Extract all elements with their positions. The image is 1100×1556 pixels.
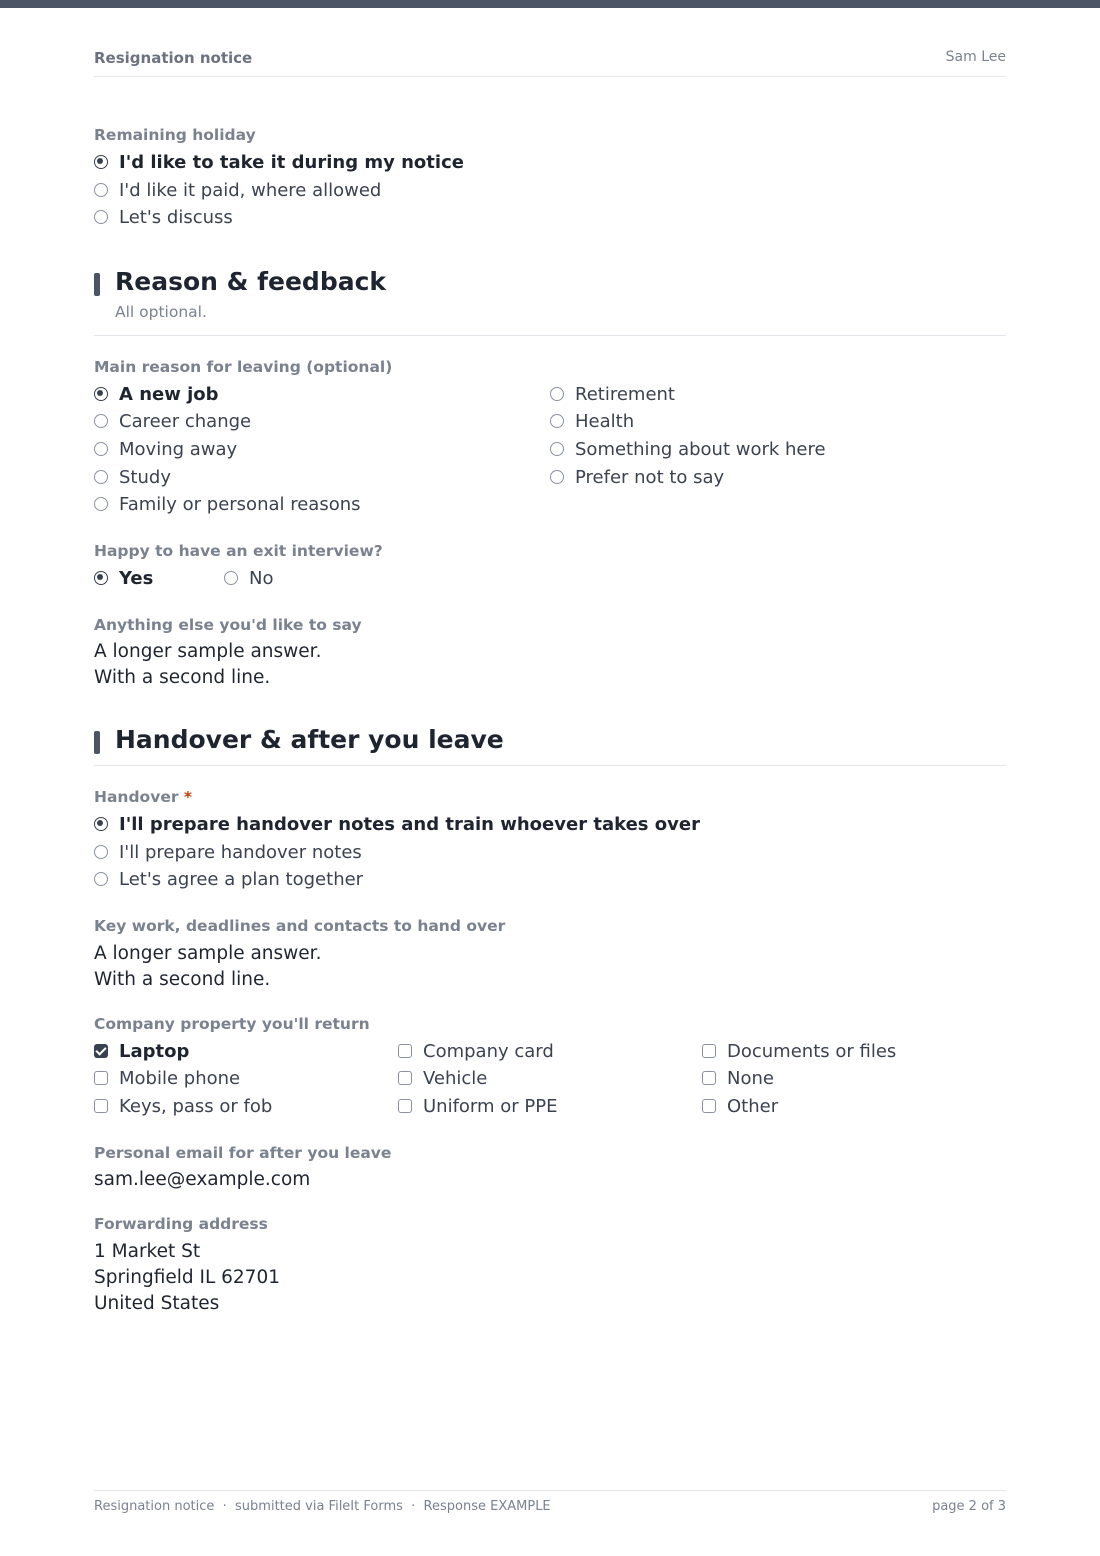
address-line: Springfield IL 62701 bbox=[94, 1267, 280, 1288]
option-label: Study bbox=[119, 466, 171, 488]
radio-selected-icon bbox=[94, 387, 108, 401]
property-option-uniform[interactable] bbox=[398, 1093, 558, 1119]
radio-icon bbox=[224, 571, 238, 585]
handover-option-agree-plan[interactable] bbox=[94, 866, 363, 892]
holiday-option-paid[interactable] bbox=[94, 177, 381, 203]
radio-icon bbox=[550, 387, 564, 401]
option-label: I'll prepare handover notes bbox=[119, 841, 362, 863]
forwarding-address-field bbox=[94, 1214, 1006, 1317]
radio-icon bbox=[94, 845, 108, 859]
checkbox-icon bbox=[94, 1071, 108, 1085]
option-label: Let's discuss bbox=[119, 206, 233, 228]
property-option-vehicle[interactable] bbox=[398, 1065, 487, 1091]
section-title: Handover & after you leave bbox=[115, 725, 504, 754]
section-accent-bar bbox=[94, 731, 100, 754]
footer-submission-info: Resignation notice · submitted via FileIt Forms · Response EXAMPLE bbox=[94, 1499, 551, 1514]
answer-line: With a second line. bbox=[94, 969, 271, 990]
form-title: Resignation notice bbox=[94, 49, 253, 67]
top-accent-bar bbox=[0, 0, 1100, 8]
required-marker: * bbox=[183, 788, 192, 806]
option-label: Let's agree a plan together bbox=[119, 868, 364, 890]
checkbox-icon bbox=[398, 1071, 412, 1085]
option-label: Career change bbox=[119, 410, 252, 432]
answer-line: With a second line. bbox=[94, 667, 271, 688]
handover-label-text: Handover bbox=[94, 788, 179, 806]
page-footer bbox=[94, 1490, 1006, 1514]
option-label: A new job bbox=[119, 383, 219, 405]
option-label: Mobile phone bbox=[119, 1067, 241, 1089]
option-label: Uniform or PPE bbox=[423, 1095, 558, 1117]
key-work-field bbox=[94, 916, 1006, 993]
radio-selected-icon bbox=[94, 571, 108, 585]
reason-option-career-change[interactable] bbox=[94, 408, 251, 434]
option-label: Laptop bbox=[119, 1040, 190, 1062]
address-line: 1 Market St bbox=[94, 1241, 201, 1262]
exit-interview-label: Happy to have an exit interview? bbox=[94, 542, 383, 560]
option-label: Prefer not to say bbox=[575, 466, 725, 488]
reason-option-family[interactable] bbox=[94, 491, 361, 517]
handover-option-notes[interactable] bbox=[94, 839, 362, 865]
main-reason-field bbox=[94, 357, 1006, 515]
option-label: Something about work here bbox=[575, 438, 826, 460]
radio-icon bbox=[94, 183, 108, 197]
checkbox-icon bbox=[702, 1099, 716, 1113]
forwarding-address-label: Forwarding address bbox=[94, 1215, 268, 1233]
radio-icon bbox=[94, 872, 108, 886]
checkbox-icon bbox=[702, 1044, 716, 1058]
personal-email-label: Personal email for after you leave bbox=[94, 1144, 392, 1162]
property-option-mobile-phone[interactable] bbox=[94, 1065, 240, 1091]
checkbox-icon bbox=[398, 1044, 412, 1058]
radio-selected-icon bbox=[94, 155, 108, 169]
section-accent-bar bbox=[94, 273, 100, 296]
section-divider bbox=[94, 335, 1006, 336]
personal-email-field bbox=[94, 1143, 1006, 1193]
reason-option-health[interactable] bbox=[550, 408, 634, 434]
section-divider bbox=[94, 765, 1006, 766]
company-property-label: Company property you'll return bbox=[94, 1015, 370, 1033]
radio-icon bbox=[550, 414, 564, 428]
checkbox-icon bbox=[94, 1099, 108, 1113]
reason-option-work-here[interactable] bbox=[550, 436, 826, 462]
section-subtitle: All optional. bbox=[115, 303, 207, 321]
radio-icon bbox=[94, 210, 108, 224]
exit-interview-field bbox=[94, 541, 1006, 589]
page-number: page 2 of 3 bbox=[932, 1499, 1006, 1514]
company-property-field bbox=[94, 1014, 1006, 1117]
section-title: Reason & feedback bbox=[115, 267, 387, 296]
exit-interview-option-no[interactable] bbox=[224, 565, 273, 591]
main-reason-label: Main reason for leaving (optional) bbox=[94, 358, 393, 376]
property-option-keys[interactable] bbox=[94, 1093, 272, 1119]
option-label: I'd like it paid, where allowed bbox=[119, 179, 382, 201]
property-option-company-card[interactable] bbox=[398, 1038, 554, 1064]
handover-field bbox=[94, 787, 1006, 890]
option-label: Retirement bbox=[575, 383, 675, 405]
page-header bbox=[94, 48, 1006, 77]
option-label: Keys, pass or fob bbox=[119, 1095, 273, 1117]
checkbox-icon bbox=[702, 1071, 716, 1085]
holiday-option-discuss[interactable] bbox=[94, 204, 233, 230]
checkbox-checked-icon bbox=[94, 1044, 108, 1058]
radio-icon bbox=[94, 414, 108, 428]
radio-icon bbox=[94, 497, 108, 511]
checkbox-icon bbox=[398, 1099, 412, 1113]
option-label: I'd like to take it during my notice bbox=[119, 151, 464, 173]
property-option-other[interactable] bbox=[702, 1093, 778, 1119]
property-option-laptop[interactable] bbox=[94, 1038, 189, 1064]
reason-option-retirement[interactable] bbox=[550, 381, 675, 407]
key-work-label: Key work, deadlines and contacts to hand over bbox=[94, 917, 506, 935]
answer-line: A longer sample answer. bbox=[94, 943, 322, 964]
respondent-name: Sam Lee bbox=[945, 49, 1006, 65]
answer-line: A longer sample answer. bbox=[94, 641, 322, 662]
exit-interview-option-yes[interactable] bbox=[94, 565, 153, 591]
holiday-label: Remaining holiday bbox=[94, 126, 256, 144]
holiday-option-take-during-notice[interactable] bbox=[94, 149, 464, 175]
anything-else-answer bbox=[94, 639, 1006, 691]
option-label: Vehicle bbox=[423, 1067, 488, 1089]
option-label: Other bbox=[727, 1095, 779, 1117]
reason-option-moving-away[interactable] bbox=[94, 436, 237, 462]
option-label: I'll prepare handover notes and train whoever takes over bbox=[119, 813, 700, 835]
personal-email-value: sam.lee@example.com bbox=[94, 1169, 311, 1190]
option-label: Yes bbox=[119, 567, 154, 589]
property-option-documents[interactable] bbox=[702, 1038, 896, 1064]
anything-else-field bbox=[94, 615, 1006, 691]
option-label: Company card bbox=[423, 1040, 554, 1062]
holiday-field bbox=[94, 125, 1006, 228]
radio-icon bbox=[94, 442, 108, 456]
radio-icon bbox=[550, 470, 564, 484]
option-label: No bbox=[249, 567, 274, 589]
reason-option-study[interactable] bbox=[94, 464, 171, 490]
option-label: Documents or files bbox=[727, 1040, 897, 1062]
option-label: None bbox=[727, 1067, 774, 1089]
handover-option-notes-and-train[interactable] bbox=[94, 811, 700, 837]
key-work-answer bbox=[94, 941, 1006, 993]
property-option-none[interactable] bbox=[702, 1065, 774, 1091]
forwarding-address-value bbox=[94, 1239, 1006, 1317]
reason-option-new-job[interactable] bbox=[94, 381, 219, 407]
option-label: Moving away bbox=[119, 438, 238, 460]
handover-label bbox=[94, 787, 1006, 807]
radio-selected-icon bbox=[94, 817, 108, 831]
anything-else-label: Anything else you'd like to say bbox=[94, 616, 362, 634]
radio-icon bbox=[94, 470, 108, 484]
option-label: Health bbox=[575, 410, 635, 432]
address-line: United States bbox=[94, 1293, 220, 1314]
option-label: Family or personal reasons bbox=[119, 493, 361, 515]
reason-option-prefer-not[interactable] bbox=[550, 464, 724, 490]
radio-icon bbox=[550, 442, 564, 456]
